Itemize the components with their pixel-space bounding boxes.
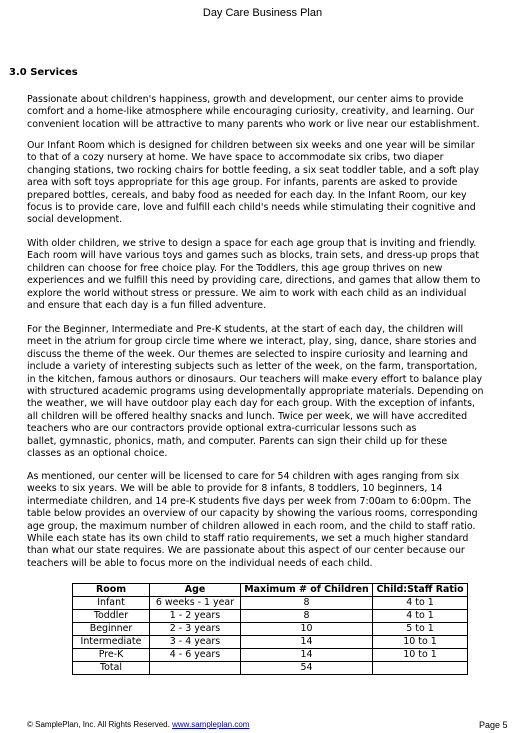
table-cell: Total [73,662,150,675]
text-line: classes as an optional choice. [27,448,168,460]
column-header-ratio: Child:Staff Ratio [373,584,468,597]
text-line: For the Beginner, Intermediate and Pre-K students, at the start of each day, the children will [27,324,464,335]
text-line: to that of a cozy nursery at home. We have space to accommodate six cribs, two diaper [27,152,444,164]
text-line: area with soft toys appropriate for this age group. For infants, parents are asked to provide [27,177,458,189]
table-cell: 4 to 1 [373,610,468,623]
text-line: comfort and a home-like atmosphere while encouraging curiosity, creativity, and learning. Our [27,106,475,118]
text-line: With older children, we strive to design a space for each age group that is inviting and friendly. [27,238,477,249]
text-line: the weather, we will have outdoor play each day for each group. With the exception of infants, [27,398,475,410]
text-line: weeks to six years. We will be able to provide for 8 infants, 8 toddlers, 10 beginners, 14 [27,483,443,495]
text-line: age group, the maximum number of children allowed in each room, and the child to staff ratio. [27,520,476,532]
table-cell: 10 [241,623,373,636]
text-line: teachers who are our contractors provide optional extra-curricular lessons such as [27,423,417,435]
table-row [73,636,468,649]
text-line: table below provides an overview of our capacity by showing the various rooms, corresponding [27,508,478,520]
text-line: intermediate children, and 14 pre-K students five days per week from 7:00am to 6:00pm. The [27,495,472,507]
table-cell: 54 [241,662,373,675]
text-line: Passionate about children's happiness, growth and development, our center aims to provide [27,94,464,105]
text-line: experiences and we fulfill this need by providing care, directions, and games that allow them to [27,275,481,287]
text-line: Our Infant Room which is designed for children between six weeks and one year will be similar [27,140,475,151]
table-cell: 8 [241,610,373,623]
text-line: explore the world without stress or pressure. We aim to work with each child as an individual [27,287,467,299]
table-row [73,623,468,636]
table-row [73,649,468,662]
table-cell: Toddler [73,610,150,623]
column-header-room: Room [73,584,150,597]
table-cell: 8 [241,597,373,610]
text-line: social development. [27,214,123,226]
table-cell: 6 weeks - 1 year [150,597,241,610]
paragraph-curriculum [27,324,517,460]
table-cell: Infant [73,597,150,610]
document-header: Day Care Business Plan [202,7,323,19]
table-cell [373,662,468,675]
footer-copyright [27,720,249,729]
column-header-age: Age [150,584,241,597]
text-line: than what our state requires. We are passionate about this aspect of our center because our [27,545,465,557]
text-line: changing stations, two rocking chairs for bottle feeding, a six seat toddler table, and a soft play [27,164,480,176]
table-cell: 4 - 6 years [150,649,241,662]
copyright-text: © SamplePlan, Inc. All Rights Reserved. [27,720,170,729]
table-row [73,597,468,610]
table-cell: 2 - 3 years [150,623,241,636]
text-line: ballet, gymnastic, phonics, math, and computer. Parents can sign their child up for these [27,435,448,447]
table-cell: Pre-K [73,649,150,662]
section-title: 3.0 Services [9,67,78,78]
table-header-row [73,584,468,597]
text-line: focus is to provide care, love and fulfill each child's needs while stimulating their cognitive and [27,202,476,214]
text-line: with structured academic programs using developmentally appropriate materials. Depending on [27,386,484,398]
table-cell: 14 [241,649,373,662]
table-cell: 5 to 1 [373,623,468,636]
text-line: teachers will be able to focus more on the individual needs of each child. [27,557,373,569]
text-line: and ensure that each day is a fun filled adventure. [27,300,267,312]
text-line: While each state has its own child to staff ratio requirements, we set a much higher standard [27,533,469,545]
table-cell: Beginner [73,623,150,636]
table-cell: 10 to 1 [373,636,468,649]
table-total-row [73,662,468,675]
footer-link[interactable]: www.sampleplan.com [172,720,250,729]
text-line: prepared bottles, cereals, and baby food as needed for each day. In the Infant Room, our key [27,189,467,201]
text-line: meet in the atrium for group circle time where we interact, play, sing, dance, share stories and [27,336,477,348]
text-line: include a variety of interesting subjects such as letter of the week, on the farm, transportation, [27,361,478,373]
text-line: Each room will have various toys and games such as blocks, train sets, and dress-up props that [27,250,480,262]
page-number: Page 5 [479,720,508,730]
table-cell: Intermediate [73,636,150,649]
table-cell [150,662,241,675]
text-line: discuss the theme of the week. Our themes are selected to inspire curiosity and learning and [27,348,469,360]
paragraph-older-children [27,238,517,312]
capacity-table [72,583,468,675]
column-header-max-children: Maximum # of Children [241,584,373,597]
text-line: As mentioned, our center will be licensed to care for 54 children with ages ranging from six [27,471,460,482]
text-line: in the kitchen, famous authors or dinosaurs. Our teachers will make every effort to balance play [27,373,483,385]
table-cell: 3 - 4 years [150,636,241,649]
text-line: all children will be offered healthy snacks and lunch. Twice per week, we will have accredited [27,410,468,422]
table-cell: 14 [241,636,373,649]
paragraph-capacity [27,471,517,570]
paragraph-intro [27,94,517,131]
table-cell: 10 to 1 [373,649,468,662]
table-cell: 4 to 1 [373,597,468,610]
table-cell: 1 - 2 years [150,610,241,623]
table-row [73,610,468,623]
text-line: children can choose for free choice play. For the Toddlers, this age group thrives on new [27,262,443,274]
text-line: convenient location will be attractive to many parents who work or live near our establishment. [27,118,480,130]
paragraph-infant-room [27,140,517,227]
